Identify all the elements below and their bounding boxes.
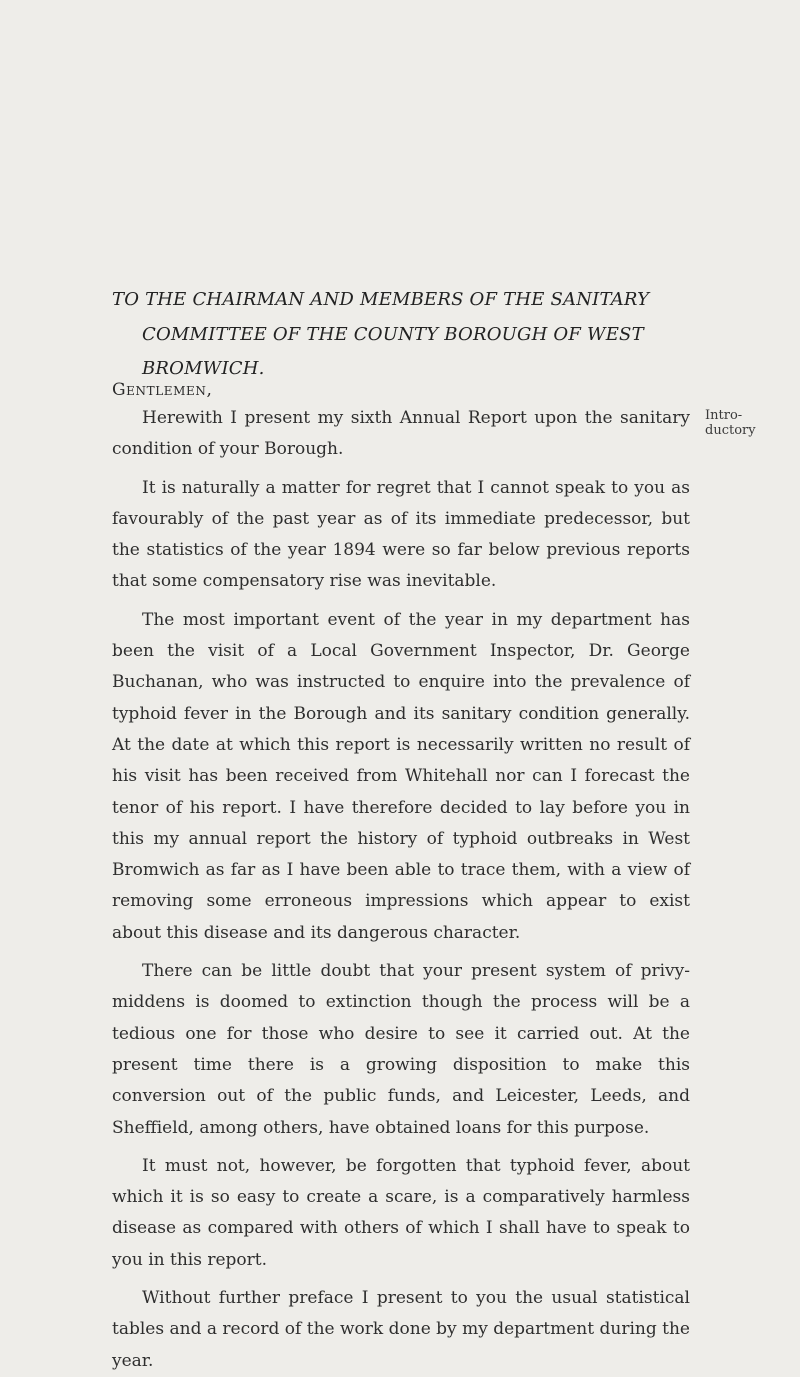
paragraph-intro: Herewith I present my sixth Annual Report upon the sanitary condition of your Borough. bbox=[112, 408, 690, 460]
margin-note-line-2: ductory bbox=[705, 423, 756, 438]
heading-line-3: BROMWICH. bbox=[142, 358, 265, 379]
salutation: Gentlemen, bbox=[112, 380, 213, 400]
report-heading bbox=[112, 283, 752, 387]
heading-line-2: COMMITTEE OF THE COUNTY BOROUGH OF WEST bbox=[142, 323, 644, 345]
paragraph-regret: It is naturally a matter for regret that I cannot speak to you as favourably of the past year as of its immediate predecessor, but the statistics of the year 1894 were so far below previous reports that some compensatory rise was inevitable. bbox=[112, 477, 690, 592]
paragraph-inspector-visit: The most important event of the year in my department has been the visit of a Local Government Inspector, Dr. George Buchanan, who was instructed to enquire into the prevalence of typhoid fever in the Borough and its sanitary condition generally. At the date at which this report is necessarily written no result of his visit has been received from Whitehall nor can I forecast the tenor of his report. I have therefore decided to lay before you in this my annual report the history of typhoid outbreaks in West Bromwich as far as I have been able to trace them, with a view of removing some erroneous impressions which appear to exist about this disease and its dangerous character. bbox=[112, 609, 690, 943]
report-body bbox=[112, 403, 690, 1377]
paragraph-typhoid: It must not, however, be forgotten that typhoid fever, about which it is so easy to create a scare, is a comparatively harmless disease as compared with others of which I shall have to speak to you in this report. bbox=[112, 1155, 690, 1270]
paragraph-closing: Without further preface I present to you the usual statistical tables and a record of the work done by my department during the year. bbox=[112, 1288, 690, 1371]
paragraph-privy-middens: There can be little doubt that your present system of privy-middens is doomed to extinction though the process will be a tedious one for those who desire to see it carried out. At the present time there is a growing disposition to make this conversion out of the public funds, and Leicester, Leeds, and Sheffield, among others, have obtained loans for this purpose. bbox=[112, 961, 690, 1138]
margin-note-line-1: Intro- bbox=[705, 408, 743, 423]
margin-note bbox=[705, 408, 775, 438]
heading-line-1: TO THE CHAIRMAN AND MEMBERS OF THE SANITARY bbox=[112, 289, 650, 310]
